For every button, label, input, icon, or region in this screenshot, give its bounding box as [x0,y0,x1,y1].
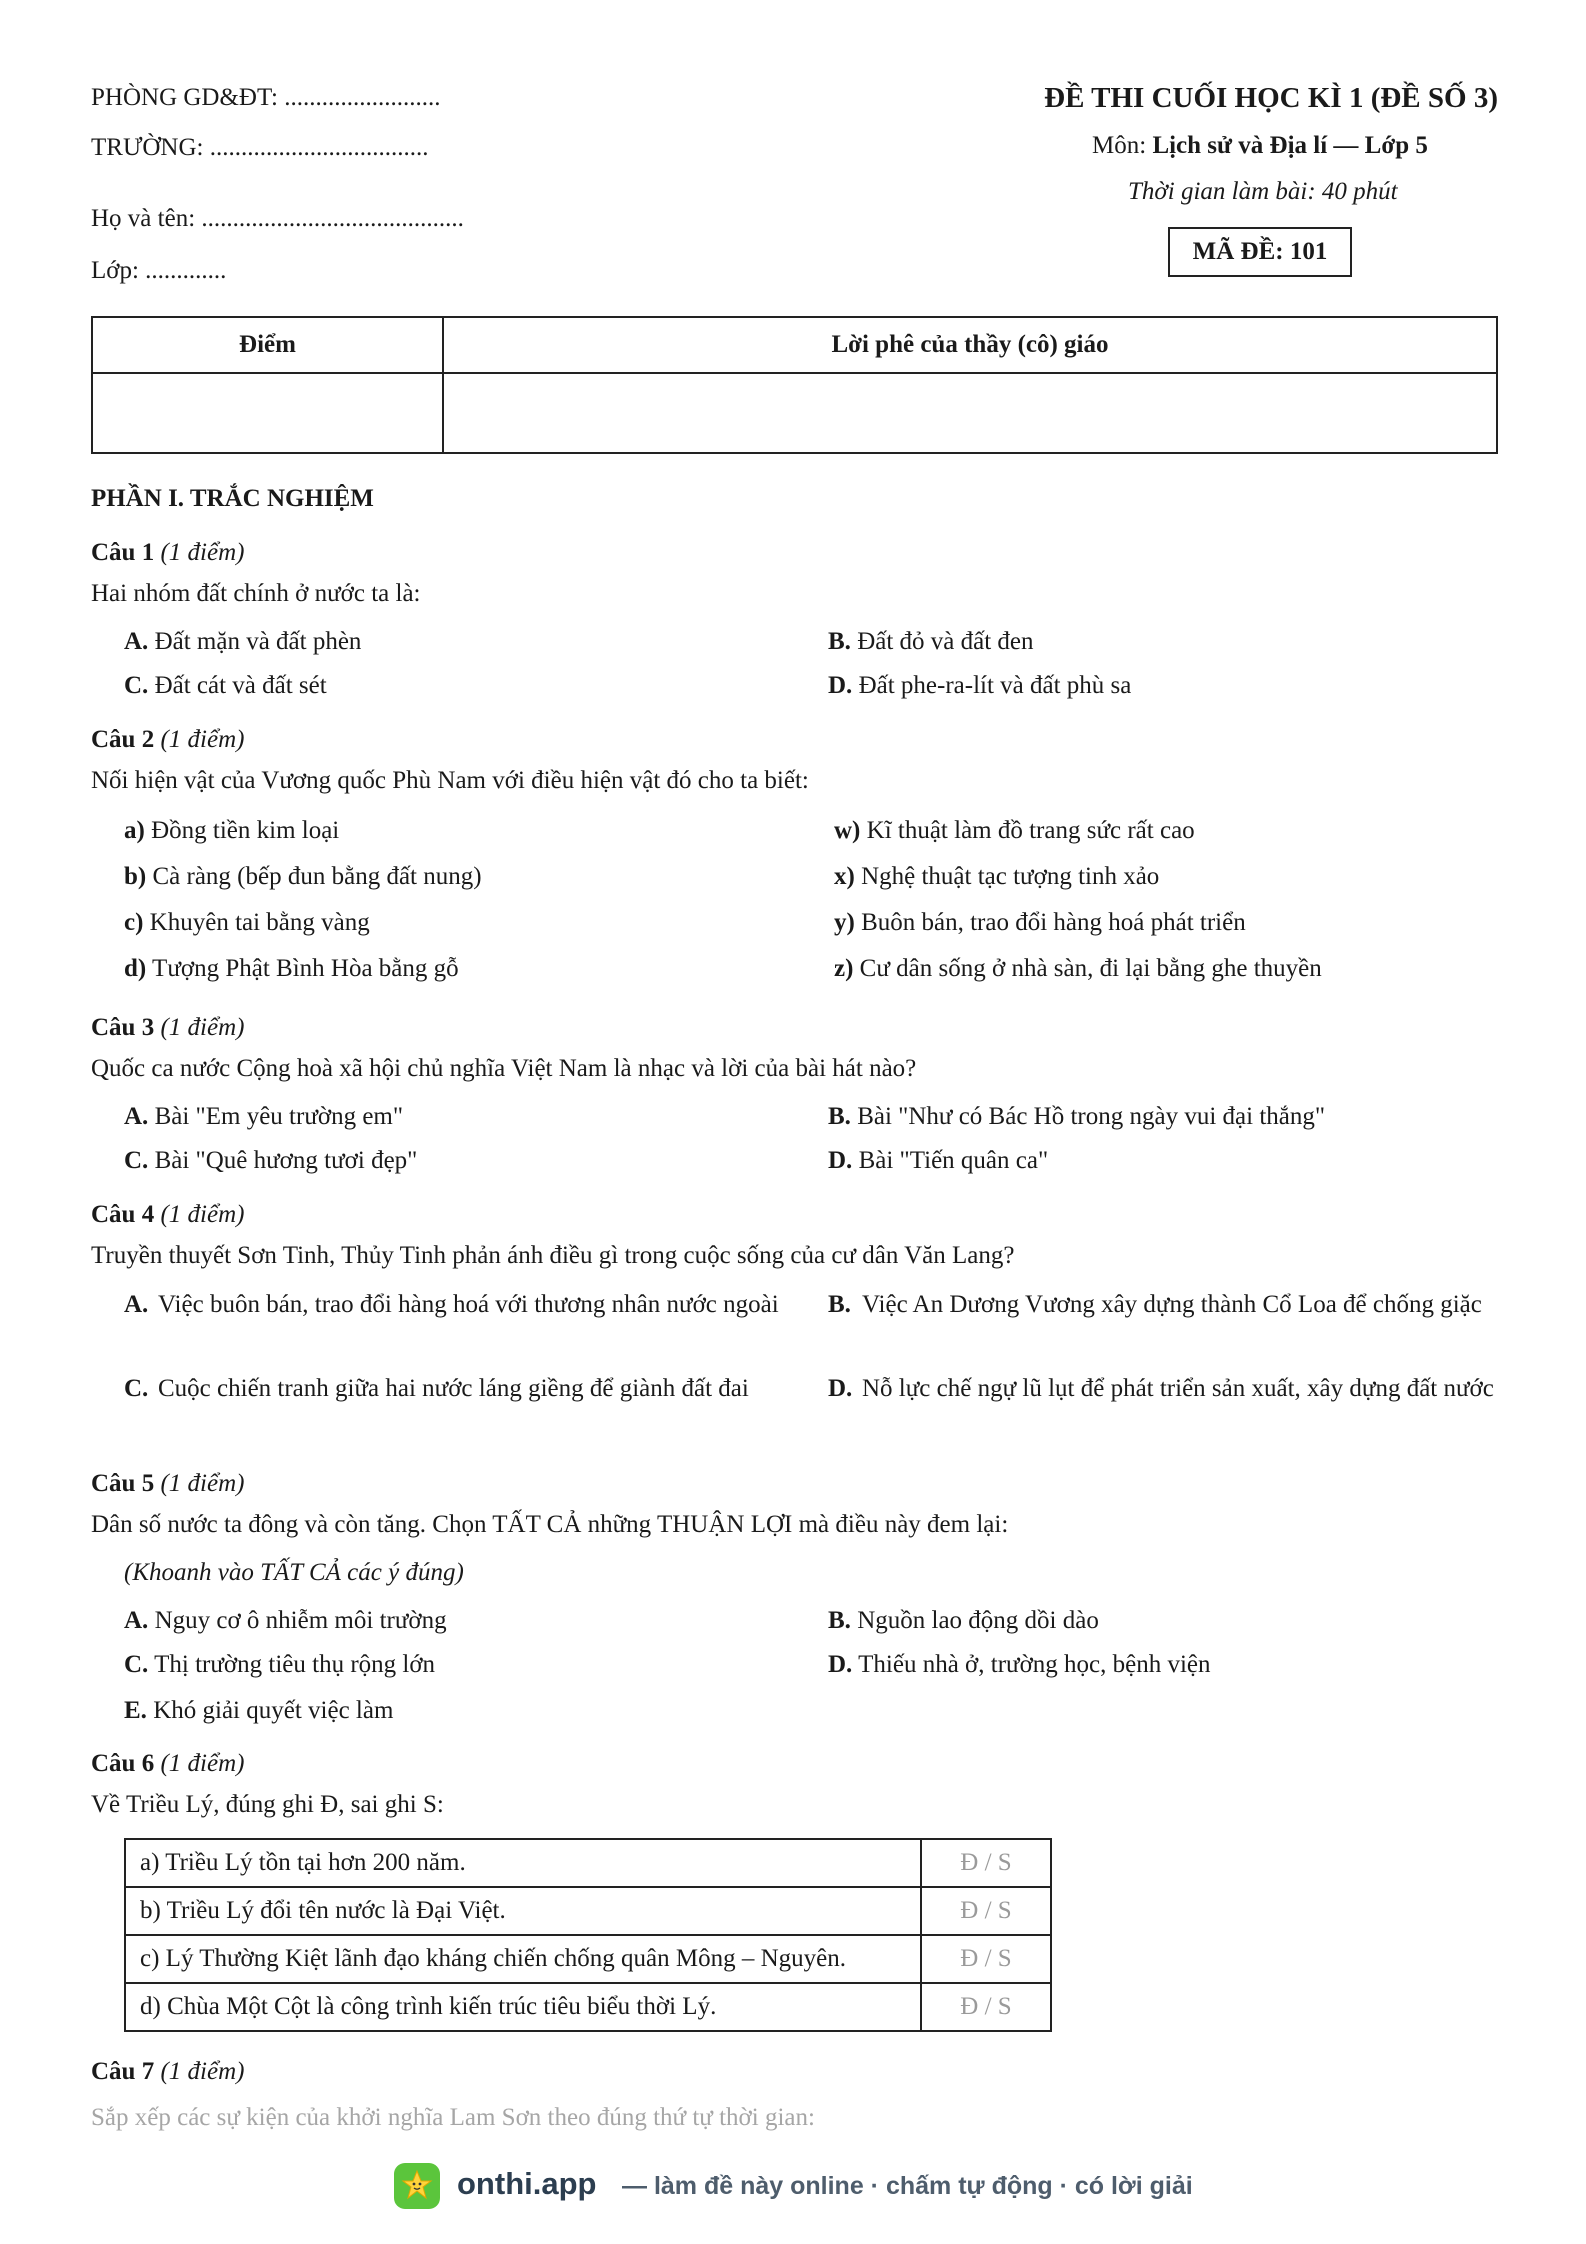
option-d[interactable]: D. Bài "Tiến quân ca" [828,1147,1049,1174]
true-false-table [124,1838,1052,2032]
question-2-text: Nối hiện vật của Vương quốc Phù Nam với điều hiện vật đó cho ta biết: [91,767,809,794]
table-row [125,1839,1051,1887]
table-row [125,1887,1051,1935]
section-title: PHẦN I. TRẮC NGHIỆM [91,485,374,512]
option-b[interactable]: B. Đất đỏ và đất đen [828,628,1034,655]
statement-cell: a) Triều Lý tồn tại hơn 200 năm. [125,1839,921,1887]
question-points: (1 điểm) [160,1201,245,1228]
match-right-item[interactable]: x) Nghệ thuật tạc tượng tinh xảo [834,863,1160,890]
question-4-text: Truyền thuyết Sơn Tinh, Thủy Tinh phản ánh điều gì trong cuộc sống của cư dân Văn Lang? [91,1242,1015,1269]
question-2-heading [91,726,244,754]
question-points: (1 điểm) [160,1750,245,1777]
question-5-text: Dân số nước ta đông và còn tăng. Chọn TẤT CẢ những THUẬN LỢI mà điều này đem lại: [91,1511,1009,1538]
question-4-heading [91,1201,244,1229]
question-3-heading [91,1014,244,1042]
exam-title: ĐỀ THI CUỐI HỌC KÌ 1 (ĐỀ SỐ 3) [1044,82,1498,114]
match-left-item[interactable]: d) Tượng Phật Bình Hòa bằng gỗ [124,955,459,982]
star-logo-icon[interactable] [394,2163,440,2209]
exam-time: Thời gian làm bài: 40 phút [1128,178,1398,205]
answer-cell[interactable]: Đ / S [921,1983,1051,2031]
option-d[interactable]: D. Nỗ lực chế ngự lũ lụt để phát triển sản xuất, xây dựng đất nước [828,1375,1494,1402]
school-field: TRƯỜNG: ................................... [91,134,429,161]
question-label: Câu 4 [91,1201,155,1228]
option-c[interactable]: C. Cuộc chiến tranh giữa hai nước láng giềng để giành đất đai [124,1375,749,1402]
answer-cell[interactable]: Đ / S [921,1887,1051,1935]
match-right-item[interactable]: z) Cư dân sống ở nhà sàn, đi lại bằng ghe thuyền [834,955,1322,982]
comment-cell[interactable] [443,373,1497,453]
table-row [125,1983,1051,2031]
option-a[interactable]: A. Nguy cơ ô nhiễm môi trường [124,1607,447,1634]
question-points: (1 điểm) [160,1470,245,1497]
statement-cell: b) Triều Lý đổi tên nước là Đại Việt. [125,1887,921,1935]
exam-code-box: MÃ ĐỀ: 101 [1168,227,1352,277]
option-c[interactable]: C. Thị trường tiêu thụ rộng lớn [124,1651,436,1678]
question-label: Câu 1 [91,539,155,566]
score-header: Điểm [92,317,443,373]
promo-tagline[interactable]: — làm đề này online · chấm tự động · có lời giải [622,2172,1193,2200]
question-3-text: Quốc ca nước Cộng hoà xã hội chủ nghĩa Việt Nam là nhạc và lời của bài hát nào? [91,1055,917,1082]
score-table [91,316,1498,454]
question-points: (1 điểm) [160,726,245,753]
question-6-heading [91,1750,244,1778]
option-c[interactable]: C. Bài "Quê hương tươi đẹp" [124,1147,418,1174]
question-points: (1 điểm) [160,539,245,566]
option-a[interactable]: A. Bài "Em yêu trường em" [124,1103,404,1130]
question-5-heading [91,1470,244,1498]
question-1-heading [91,539,244,567]
answer-cell[interactable]: Đ / S [921,1839,1051,1887]
option-b[interactable]: B. Bài "Như có Bác Hồ trong ngày vui đại thắng" [828,1103,1326,1130]
question-1-text: Hai nhóm đất chính ở nước ta là: [91,580,421,607]
subject-name: Lịch sử và Địa lí — Lớp 5 [1152,132,1428,159]
statement-cell: d) Chùa Một Cột là công trình kiến trúc tiêu biểu thời Lý. [125,1983,921,2031]
option-b[interactable]: B. Nguồn lao động dồi dào [828,1607,1099,1634]
question-6-text: Về Triều Lý, đúng ghi Đ, sai ghi S: [91,1791,444,1818]
option-d[interactable]: D. Thiếu nhà ở, trường học, bệnh viện [828,1651,1211,1678]
class-field: Lớp: ............. [91,257,227,284]
match-left-item[interactable]: a) Đồng tiền kim loại [124,817,340,844]
score-cell[interactable] [92,373,443,453]
student-name-field: Họ và tên: .......................................... [91,205,464,232]
match-left-item[interactable]: b) Cà ràng (bếp đun bằng đất nung) [124,863,482,890]
question-7-text: Sắp xếp các sự kiện của khởi nghĩa Lam Sơn theo đúng thứ tự thời gian: [91,2104,815,2131]
dept-field: PHÒNG GD&ĐT: ......................... [91,84,441,111]
question-points: (1 điểm) [160,2058,245,2085]
comment-header: Lời phê của thầy (cô) giáo [443,317,1497,373]
option-e[interactable]: E. Khó giải quyết việc làm [124,1697,394,1724]
subject-prefix: Môn: [1092,132,1153,159]
table-row [125,1935,1051,1983]
question-5-note: (Khoanh vào TẤT CẢ các ý đúng) [124,1559,464,1586]
question-label: Câu 3 [91,1014,155,1041]
option-b[interactable]: B. Việc An Dương Vương xây dựng thành Cổ Loa để chống giặc [828,1291,1482,1318]
option-a[interactable]: A. Việc buôn bán, trao đổi hàng hoá với thương nhân nước ngoài [124,1291,779,1318]
promo-brand[interactable]: onthi.app [457,2166,597,2201]
question-label: Câu 6 [91,1750,155,1777]
question-label: Câu 2 [91,726,155,753]
option-a[interactable]: A. Đất mặn và đất phèn [124,628,362,655]
match-right-item[interactable]: y) Buôn bán, trao đổi hàng hoá phát triển [834,909,1246,936]
answer-cell[interactable]: Đ / S [921,1935,1051,1983]
option-d[interactable]: D. Đất phe-ra-lít và đất phù sa [828,672,1132,699]
subject-line [1092,132,1428,160]
question-label: Câu 5 [91,1470,155,1497]
option-c[interactable]: C. Đất cát và đất sét [124,672,327,699]
question-points: (1 điểm) [160,1014,245,1041]
question-7-heading [91,2058,244,2086]
statement-cell: c) Lý Thường Kiệt lãnh đạo kháng chiến chống quân Mông – Nguyên. [125,1935,921,1983]
question-label: Câu 7 [91,2058,155,2085]
match-left-item[interactable]: c) Khuyên tai bằng vàng [124,909,370,936]
match-right-item[interactable]: w) Kĩ thuật làm đồ trang sức rất cao [834,817,1195,844]
